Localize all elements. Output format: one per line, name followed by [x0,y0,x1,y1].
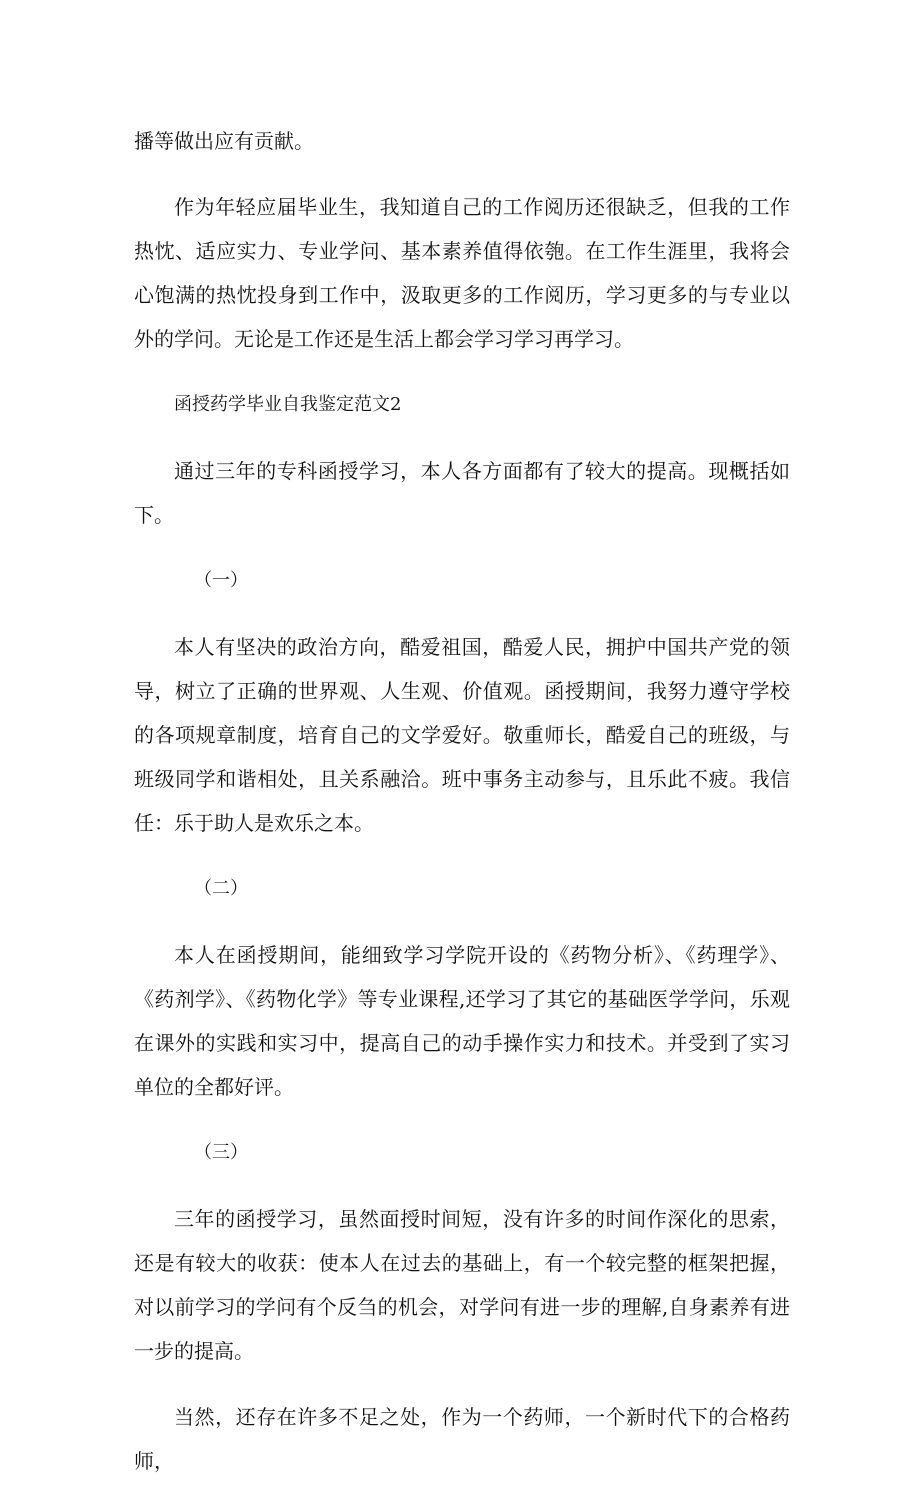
subsection-marker: （三） [194,1142,248,1163]
subsection-marker: （一） [194,570,248,591]
paragraph: 本人有坚决的政治方向，酷爱祖国，酷爱人民，拥护中国共产党的领导，树立了正确的世界观、人生观、价值观。函授期间，我努力遵守学校的各项规章制度，培育自己的文学爱好。敬重师长，酷爱自己的班级，与班级同学和谐相处，且关系融洽。班中事务主动参与，且乐此不疲。我信任：乐于助人是欢乐之本。 [134,635,790,835]
paragraph-continuation: 播等做出应有贡献。 [134,129,314,153]
paragraph: 三年的函授学习，虽然面授时间短，没有许多的时间作深化的思索，还是有较大的收获：使本人在过去的基础上，有一个较完整的框架把握，对以前学习的学问有个反刍的机会，对学问有进一步的理解,自身素养有进一步的提高。 [134,1207,790,1363]
paragraph: 当然，还存在许多不足之处，作为一个药师，一个新时代下的合格药师， [134,1405,790,1473]
document-body [134,119,790,1505]
section-heading: 函授药学毕业自我鉴定范文2 [174,394,402,415]
paragraph: 本人在函授期间，能细致学习学院开设的《药物分析》、《药理学》、《药剂学》、《药物化学》等专业课程,还学习了其它的基础医学学问，乐观在课外的实践和实习中，提高自己的动手操作实力和技术。并受到了实习单位的全都好评。 [134,943,790,1099]
paragraph: 通过三年的专科函授学习，本人各方面都有了较大的提高。现概括如下。 [134,459,790,527]
paragraph: 作为年轻应届毕业生，我知道自己的工作阅历还很缺乏，但我的工作热忱、适应实力、专业学问、基本素养值得依匏。在工作生涯里，我将会心饱满的热忱投身到工作中，汲取更多的工作阅历，学习更多的与专业以外的学问。无论是工作还是生活上都会学习学习再学习。 [134,195,790,351]
subsection-marker: （二） [194,878,248,899]
